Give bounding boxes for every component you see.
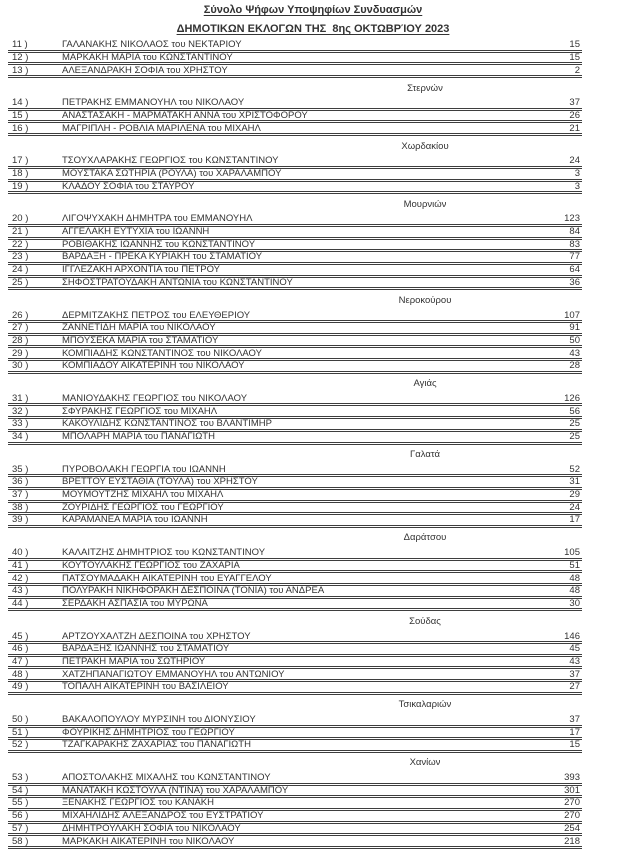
candidate-number: 24 ) xyxy=(12,264,29,276)
candidate-row xyxy=(8,394,582,407)
vote-count: 36 xyxy=(569,277,580,288)
candidate-number: 14 ) xyxy=(12,98,29,109)
candidate-number: 28 ) xyxy=(12,335,29,346)
candidate-number: 36 ) xyxy=(12,477,29,488)
candidate-number: 35 ) xyxy=(12,464,29,475)
candidate-name: ΞΕΝΑΚΗΣ ΓΕΩΡΓΙΟΣ του ΚΑΝΑΚΗ xyxy=(62,798,214,809)
candidate-name: ΚΑΚΟΥΛΙΔΗΣ ΚΩΝΣΤΑΝΤΙΝΟΣ του ΒΛΑΝΤΙΜΗΡ xyxy=(62,419,272,430)
candidate-number: 37 ) xyxy=(12,489,29,501)
candidate-name: ΜΙΧΑΗΛΙΔΗΣ ΑΛΕΞΑΝΔΡΟΣ του ΕΥΣΤΡΑΤΙΟΥ xyxy=(62,810,264,822)
district-header-row xyxy=(8,136,582,156)
candidate-name: ΒΡΕΤΤΟΥ ΕΥΣΤΑΘΙΑ (ΤΟΥΛΑ) του ΧΡΗΣΤΟΥ xyxy=(62,477,258,488)
candidate-number: 31 ) xyxy=(12,393,29,404)
vote-count: 17 xyxy=(569,727,580,738)
district-header-row xyxy=(8,78,582,98)
district-header-row xyxy=(8,290,582,310)
candidate-name: ΛΙΓΟΨΥΧΑΚΗ ΔΗΜΗΤΡΑ του ΕΜΜΑΝΟΥΗΛ xyxy=(62,214,253,225)
vote-count: 105 xyxy=(564,547,580,559)
candidate-row xyxy=(8,348,582,361)
candidate-number: 21 ) xyxy=(12,226,29,238)
vote-count: 27 xyxy=(569,682,580,693)
candidate-name: ΠΕΤΡΑΚΗΣ ΕΜΜΑΝΟΥΗΛ του ΝΙΚΟΛΑΟΥ xyxy=(62,98,245,109)
candidate-name: ΧΑΤΖΗΠΑΝΑΓΙΩΤΟΥ ΕΜΜΑΝΟΥΗΛ του ΑΝΤΩΝΙΟΥ xyxy=(62,669,285,680)
district-name: Νεροκούρου xyxy=(398,294,452,306)
vote-count: 21 xyxy=(569,123,580,134)
candidate-number: 38 ) xyxy=(12,502,29,513)
candidate-number: 44 ) xyxy=(12,598,29,609)
candidate-row xyxy=(8,252,582,265)
candidate-row xyxy=(8,573,582,586)
candidate-row xyxy=(8,432,582,445)
vote-count: 15 xyxy=(569,40,580,51)
candidate-number: 30 ) xyxy=(12,361,29,372)
vote-count: 48 xyxy=(569,586,580,597)
candidate-row xyxy=(8,214,582,227)
candidate-number: 29 ) xyxy=(12,348,29,359)
candidate-number: 47 ) xyxy=(12,656,29,667)
candidate-row xyxy=(8,477,582,490)
candidate-row xyxy=(8,53,582,66)
candidate-name: ΠΟΛΥΡΑΚΗ ΝΙΚΗΦΟΡΑΚΗ ΔΕΣΠΟΙΝΑ (ΤΟΝΙΑ) του ΑΝΔΡΕΑ xyxy=(62,586,325,597)
district-header-row xyxy=(8,753,582,773)
vote-count: 37 xyxy=(569,669,580,680)
candidate-name: ΜΠΟΛΑΡΗ ΜΑΡΙΑ του ΠΑΝΑΓΙΩΤΗ xyxy=(62,431,215,442)
candidate-number: 41 ) xyxy=(12,560,29,571)
candidate-name: ΒΑΚΑΛΟΠΟΥΛΟΥ ΜΥΡΣΙΝΗ του ΔΙΟΝΥΣΙΟΥ xyxy=(62,714,256,725)
candidate-row xyxy=(8,773,582,786)
candidate-number: 58 ) xyxy=(12,836,29,847)
candidate-row xyxy=(8,182,582,195)
candidate-number: 54 ) xyxy=(12,785,29,796)
district-header-row xyxy=(8,528,582,548)
candidate-name: ΑΛΕΞΑΝΔΡΑΚΗ ΣΟΦΙΑ του ΧΡΗΣΤΟΥ xyxy=(62,65,228,76)
vote-count: 15 xyxy=(569,52,580,63)
candidate-row xyxy=(8,631,582,644)
vote-count: 15 xyxy=(569,740,580,751)
candidate-number: 23 ) xyxy=(12,252,29,263)
candidate-number: 46 ) xyxy=(12,644,29,655)
vote-count: 24 xyxy=(569,156,580,167)
candidate-name: ΣΗΦΟΣΤΡΑΤΟΥΔΑΚΗ ΑΝΤΩΝΙΑ του ΚΩΝΣΤΑΝΤΙΝΟΥ xyxy=(62,277,293,288)
candidate-row xyxy=(8,323,582,336)
district-header-row xyxy=(8,695,582,715)
candidate-number: 42 ) xyxy=(12,573,29,584)
document-header xyxy=(0,0,626,35)
candidate-name: ΚΟΜΠΙΑΔΟΥ ΑΙΚΑΤΕΡΙΝΗ του ΝΙΚΟΛΑΟΥ xyxy=(62,361,245,372)
candidate-row xyxy=(8,419,582,432)
vote-count: 25 xyxy=(569,431,580,442)
candidate-number: 51 ) xyxy=(12,727,29,738)
vote-count: 51 xyxy=(569,560,580,571)
candidate-name: ΚΑΛΑΪΤΖΗΣ ΔΗΜΗΤΡΙΟΣ του ΚΩΝΣΤΑΝΤΙΝΟΥ xyxy=(62,547,266,559)
district-name: Αγιάς xyxy=(413,378,437,390)
vote-count: 301 xyxy=(564,785,580,796)
candidate-name: ΔΗΜΗΤΡΟΥΛΑΚΗ ΣΟΦΙΑ του ΝΙΚΟΛΑΟΥ xyxy=(62,823,241,834)
candidate-name: ΖΟΥΡΙΔΗΣ ΓΕΩΡΓΙΟΣ του ΓΕΩΡΓΙΟΥ xyxy=(62,502,224,513)
candidate-number: 39 ) xyxy=(12,515,29,526)
vote-count: 107 xyxy=(564,310,580,321)
vote-count: 64 xyxy=(569,264,580,276)
candidate-row xyxy=(8,40,582,53)
vote-count: 393 xyxy=(564,772,580,784)
candidate-number: 53 ) xyxy=(12,772,29,784)
district-name: Χωρδακίου xyxy=(401,140,449,152)
candidate-name: ΜΑΝΙΟΥΔΑΚΗΣ ΓΕΩΡΓΙΟΣ του ΝΙΚΟΛΑΟΥ xyxy=(62,393,248,404)
candidate-row xyxy=(8,278,582,291)
vote-count: 52 xyxy=(569,464,580,475)
candidate-name: ΠΑΤΣΟΥΜΑΔΑΚΗ ΑΙΚΑΤΕΡΙΝΗ του ΕΥΑΓΓΕΛΟΥ xyxy=(62,573,272,584)
candidate-name: ΡΟΒΙΘΑΚΗΣ ΙΩΑΝΝΗΣ του ΚΩΝΣΤΑΝΤΙΝΟΥ xyxy=(62,239,256,250)
candidate-name: ΜΑΝΑΤΑΚΗ ΚΩΣΤΟΥΛΑ (ΝΤΙΝΑ) του ΧΑΡΑΛΑΜΠΟΥ xyxy=(62,785,289,796)
candidate-row xyxy=(8,824,582,837)
district-name: Τσικαλαριών xyxy=(398,699,452,711)
district-name: Μουρνιών xyxy=(403,198,447,210)
candidate-row xyxy=(8,240,582,253)
candidate-name: ΚΟΜΠΙΑΔΗΣ ΚΩΝΣΤΑΝΤΙΝΟΣ του ΝΙΚΟΛΑΟΥ xyxy=(62,348,262,359)
candidate-number: 50 ) xyxy=(12,714,29,725)
candidate-number: 26 ) xyxy=(12,310,29,321)
vote-count: 25 xyxy=(569,419,580,430)
candidate-name: ΔΕΡΜΙΤΖΑΚΗΣ ΠΕΤΡΟΣ του ΕΛΕΥΘΕΡΙΟΥ xyxy=(62,310,251,321)
vote-count: 2 xyxy=(574,65,580,76)
candidate-number: 25 ) xyxy=(12,277,29,288)
candidate-row xyxy=(8,786,582,799)
candidate-number: 33 ) xyxy=(12,419,29,430)
candidate-name: ΑΓΓΕΛΑΚΗ ΕΥΤΥΧΙΑ του ΙΩΑΝΝΗ xyxy=(62,226,210,238)
vote-count: 270 xyxy=(564,798,580,809)
district-name: Γαλατά xyxy=(410,449,440,460)
document-title: Σύνολο Ψήφων Υποψηφίων Συνδυασμών xyxy=(203,4,423,16)
candidate-row xyxy=(8,728,582,741)
candidate-row xyxy=(8,586,582,599)
candidate-row xyxy=(8,111,582,124)
candidate-number: 40 ) xyxy=(12,547,29,559)
vote-count: 48 xyxy=(569,573,580,584)
vote-count: 3 xyxy=(574,168,580,179)
candidate-row xyxy=(8,406,582,419)
candidate-row xyxy=(8,811,582,824)
candidate-row xyxy=(8,644,582,657)
candidate-name: ΦΟΥΡΙΚΗΣ ΔΗΜΗΤΡΙΟΣ του ΓΕΩΡΓΙΟΥ xyxy=(62,727,235,738)
vote-count: 56 xyxy=(569,406,580,417)
candidate-row xyxy=(8,836,582,849)
candidate-number: 55 ) xyxy=(12,798,29,809)
vote-count: 17 xyxy=(569,515,580,526)
candidate-name: ΤΖΑΓΚΑΡΑΚΗΣ ΖΑΧΑΡΙΑΣ του ΠΑΝΑΓΙΩΤΗ xyxy=(62,740,251,751)
candidate-row xyxy=(8,682,582,695)
vote-count: 146 xyxy=(564,631,580,642)
candidate-row xyxy=(8,657,582,670)
candidate-row xyxy=(8,515,582,528)
vote-count: 37 xyxy=(569,98,580,109)
vote-count: 28 xyxy=(569,361,580,372)
district-header-row xyxy=(8,374,582,394)
vote-count: 30 xyxy=(569,598,580,609)
candidate-row xyxy=(8,65,582,78)
vote-count: 126 xyxy=(564,393,580,404)
candidate-number: 34 ) xyxy=(12,431,29,442)
candidate-number: 11 ) xyxy=(12,40,28,51)
candidate-name: ΚΟΥΤΟΥΛΑΚΗΣ ΓΕΩΡΓΙΟΣ του ΖΑΧΑΡΙΑ xyxy=(62,560,240,571)
vote-count: 254 xyxy=(564,823,580,834)
candidate-row xyxy=(8,548,582,561)
candidate-name: ΒΑΡΔΑΞΗ - ΠΡΕΚΑ ΚΥΡΙΑΚΗ του ΣΤΑΜΑΤΙΟΥ xyxy=(62,252,263,263)
district-header-row xyxy=(8,194,582,214)
candidate-row xyxy=(8,98,582,111)
candidate-number: 16 ) xyxy=(12,123,29,134)
candidate-row xyxy=(8,227,582,240)
district-name: Χανίων xyxy=(409,757,441,769)
district-name: Δαράτσου xyxy=(403,532,447,544)
candidate-row xyxy=(8,561,582,574)
candidate-row xyxy=(8,156,582,169)
vote-count: 43 xyxy=(569,656,580,667)
district-name: Σούδας xyxy=(409,615,441,627)
vote-count: 43 xyxy=(569,348,580,359)
district-name: Στερνών xyxy=(407,82,443,94)
candidate-row xyxy=(8,715,582,728)
vote-count: 77 xyxy=(569,252,580,263)
candidate-number: 15 ) xyxy=(12,110,29,121)
candidate-name: ΤΣΟΥΧΛΑΡΑΚΗΣ ΓΕΩΡΓΙΟΣ του ΚΩΝΣΤΑΝΤΙΝΟΥ xyxy=(62,156,279,167)
candidate-row xyxy=(8,123,582,136)
candidate-name: ΚΑΡΑΜΑΝΕΑ ΜΑΡΙΑ του ΙΩΑΝΝΗ xyxy=(62,515,208,526)
candidate-row xyxy=(8,503,582,516)
vote-count: 26 xyxy=(569,110,580,121)
vote-count: 3 xyxy=(574,181,580,192)
candidate-row xyxy=(8,310,582,323)
candidate-row xyxy=(8,361,582,374)
candidate-row xyxy=(8,740,582,753)
candidate-name: ΑΝΑΣΤΑΣΑΚΗ - ΜΑΡΜΑΤΑΚΗ ΑΝΝΑ του ΧΡΙΣΤΟΦΟΡΟΥ xyxy=(62,110,308,121)
candidate-row xyxy=(8,599,582,612)
vote-count: 84 xyxy=(569,226,580,238)
candidate-name: ΠΕΤΡΑΚΗ ΜΑΡΙΑ του ΣΩΤΗΡΙΟΥ xyxy=(62,656,206,667)
vote-count: 83 xyxy=(569,239,580,250)
candidate-row xyxy=(8,669,582,682)
candidate-votes-table xyxy=(8,40,582,849)
candidate-name: ΑΠΟΣΤΟΛΑΚΗΣ ΜΙΧΑΛΗΣ του ΚΩΝΣΤΑΝΤΙΝΟΥ xyxy=(62,772,271,784)
candidate-name: ΣΦΥΡΑΚΗΣ ΓΕΩΡΓΙΟΣ του ΜΙΧΑΗΛ xyxy=(62,406,218,417)
candidate-number: 57 ) xyxy=(12,823,29,834)
candidate-name: ΜΟΥΜΟΥΤΖΗΣ ΜΙΧΑΗΛ του ΜΙΧΑΗΛ xyxy=(62,489,224,501)
vote-count: 270 xyxy=(564,810,580,822)
candidate-number: 52 ) xyxy=(12,740,29,751)
candidate-name: ΖΑΝΝΕΤΙΔΗ ΜΑΡΙΑ του ΝΙΚΟΛΑΟΥ xyxy=(62,323,216,334)
candidate-name: ΜΑΡΚΑΚΗ ΜΑΡΙΑ του ΚΩΝΣΤΑΝΤΙΝΟΥ xyxy=(62,52,233,63)
candidate-number: 17 ) xyxy=(12,156,29,167)
candidate-row xyxy=(8,798,582,811)
candidate-number: 18 ) xyxy=(12,168,29,179)
candidate-number: 56 ) xyxy=(12,810,29,822)
candidate-name: ΙΓΓΛΕΖΑΚΗ ΑΡΧΟΝΤΙΑ του ΠΕΤΡΟΥ xyxy=(62,264,221,276)
candidate-number: 19 ) xyxy=(12,181,29,192)
candidate-row xyxy=(8,169,582,182)
candidate-number: 22 ) xyxy=(12,239,29,250)
vote-count: 24 xyxy=(569,502,580,513)
candidate-number: 49 ) xyxy=(12,682,29,693)
candidate-name: ΣΕΡΔΑΚΗ ΑΣΠΑΣΙΑ του ΜΥΡΩΝΑ xyxy=(62,598,208,609)
candidate-name: ΠΥΡΟΒΟΛΑΚΗ ΓΕΩΡΓΙΑ του ΙΩΑΝΝΗ xyxy=(62,464,226,475)
candidate-row xyxy=(8,465,582,478)
candidate-name: ΑΡΤΖΟΥΧΑΛΤΖΗ ΔΕΣΠΟΙΝΑ του ΧΡΗΣΤΟΥ xyxy=(62,631,251,642)
candidate-row xyxy=(8,490,582,503)
vote-count: 50 xyxy=(569,335,580,346)
candidate-name: ΜΟΥΣΤΑΚΑ ΣΩΤΗΡΙΑ (ΡΟΥΛΑ) του ΧΑΡΑΛΑΜΠΟΥ xyxy=(62,168,282,179)
vote-count: 29 xyxy=(569,489,580,501)
candidate-name: ΒΑΡΔΑΞΗΣ ΙΩΑΝΝΗΣ του ΣΤΑΜΑΤΙΟΥ xyxy=(62,644,230,655)
district-header-row xyxy=(8,611,582,631)
vote-count: 37 xyxy=(569,714,580,725)
vote-count: 123 xyxy=(564,214,580,225)
candidate-number: 45 ) xyxy=(12,631,29,642)
candidate-number: 32 ) xyxy=(12,406,29,417)
candidate-name: ΚΛΑΔΟΥ ΣΟΦΙΑ του ΣΤΑΥΡΟΥ xyxy=(62,181,195,192)
candidate-row xyxy=(8,336,582,349)
candidate-number: 27 ) xyxy=(12,323,29,334)
document-subtitle: ΔΗΜΟΤΙΚΩΝ ΕΚΛΟΓΩΝ ΤΗΣ 8ης ΟΚΤΩΒΡΊΟΥ 2023 xyxy=(176,23,450,35)
candidate-number: 12 ) xyxy=(12,52,29,63)
candidate-name: ΜΑΓΡΙΠΛΗ - ΡΟΒΛΙΑ ΜΑΡΙΛΕΝΑ του ΜΙΧΑΗΛ xyxy=(62,123,261,134)
candidate-number: 20 ) xyxy=(12,214,29,225)
candidate-name: ΤΟΠΑΛΗ ΑΙΚΑΤΕΡΙΝΗ του ΒΑΣΙΛΕΙΟΥ xyxy=(62,682,229,693)
candidate-row xyxy=(8,265,582,278)
candidate-number: 43 ) xyxy=(12,586,29,597)
vote-count: 45 xyxy=(569,644,580,655)
candidate-name: ΜΑΡΚΑΚΗ ΑΙΚΑΤΕΡΙΝΗ του ΝΙΚΟΛΑΟΥ xyxy=(62,836,235,847)
vote-count: 91 xyxy=(569,323,580,334)
candidate-number: 13 ) xyxy=(12,65,29,76)
candidate-name: ΜΠΟΥΣΕΚΑ ΜΑΡΙΑ του ΣΤΑΜΑΤΙΟΥ xyxy=(62,335,219,346)
vote-count: 218 xyxy=(564,836,580,847)
candidate-number: 48 ) xyxy=(12,669,29,680)
vote-count: 31 xyxy=(569,477,580,488)
candidate-name: ΓΑΛΑΝΑΚΗΣ ΝΙΚΟΛΑΟΣ του ΝΕΚΤΑΡΙΟΥ xyxy=(62,40,242,51)
district-header-row xyxy=(8,445,582,465)
